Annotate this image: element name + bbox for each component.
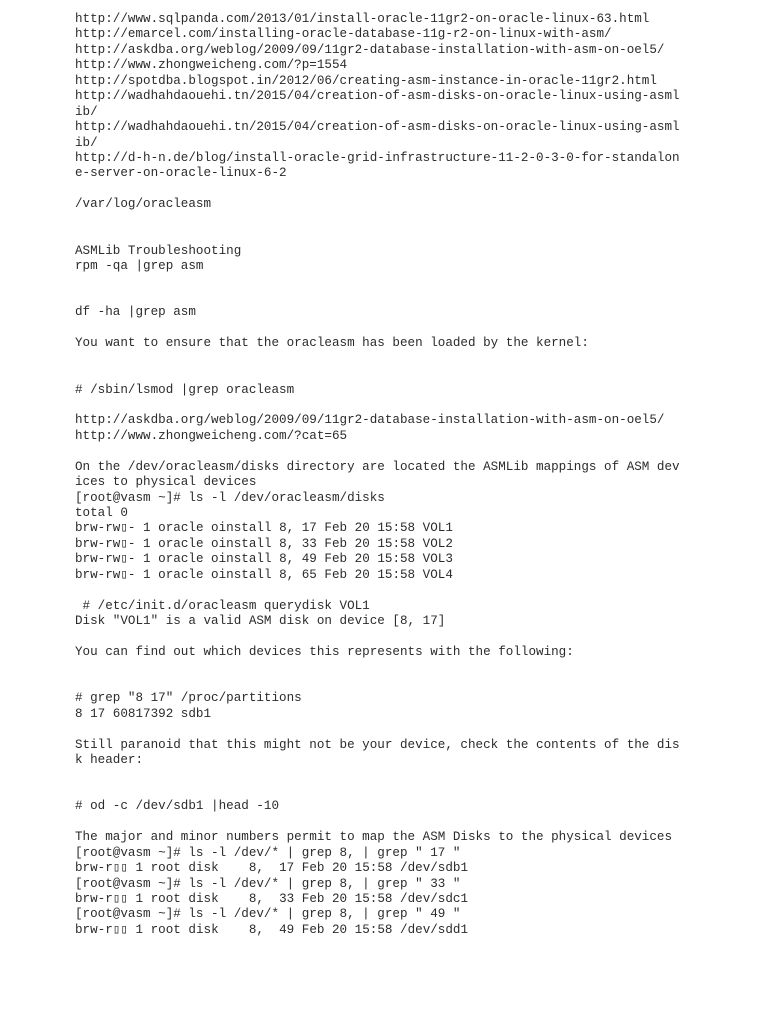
blank-line xyxy=(75,676,715,691)
text-line: On the /dev/oracleasm/disks directory are located the ASMLib mappings of ASM dev xyxy=(75,459,680,474)
blank-line xyxy=(75,768,715,783)
text-line: brw-rw▯- 1 oracle oinstall 8, 17 Feb 20 15:58 VOL1 xyxy=(75,521,453,536)
text-line: brw-r▯▯ 1 root disk 8, 33 Feb 20 15:58 /dev/sdc1 xyxy=(75,891,469,906)
blank-line xyxy=(75,784,715,799)
text-line: The major and minor numbers permit to map the ASM Disks to the physical devices xyxy=(75,830,673,845)
text-line: brw-rw▯- 1 oracle oinstall 8, 65 Feb 20 15:58 VOL4 xyxy=(75,567,453,582)
text-line: http://spotdba.blogspot.in/2012/06/creating-asm-instance-in-oracle-11gr2.html xyxy=(75,73,657,88)
text-line: # /etc/init.d/oracleasm querydisk VOL1 xyxy=(75,598,370,613)
text-line: [root@vasm ~]# ls -l /dev/* | grep 8, | grep " 33 " xyxy=(75,876,461,891)
blank-line xyxy=(75,660,715,675)
text-line: [root@vasm ~]# ls -l /dev/* | grep 8, | grep " 49 " xyxy=(75,907,461,922)
blank-line xyxy=(75,398,715,413)
text-line: Still paranoid that this might not be your device, check the contents of the dis xyxy=(75,737,680,752)
blank-line xyxy=(75,583,715,598)
blank-line xyxy=(75,630,715,645)
text-line: 8 17 60817392 sdb1 xyxy=(75,706,212,721)
blank-line xyxy=(75,815,715,830)
text-line: Disk "VOL1" is a valid ASM disk on device [8, 17] xyxy=(75,614,446,629)
text-line: http://www.zhongweicheng.com/?p=1554 xyxy=(75,58,348,73)
text-line: http://www.zhongweicheng.com/?cat=65 xyxy=(75,428,348,443)
text-line: http://www.sqlpanda.com/2013/01/install-oracle-11gr2-on-oracle-linux-63.html xyxy=(75,12,650,26)
blank-line xyxy=(75,290,715,305)
blank-line xyxy=(75,367,715,382)
text-line: [root@vasm ~]# ls -l /dev/* | grep 8, | grep " 17 " xyxy=(75,845,461,860)
text-line: # /sbin/lsmod |grep oracleasm xyxy=(75,382,295,397)
blank-line xyxy=(75,321,715,336)
text-line: # od -c /dev/sdb1 |head -10 xyxy=(75,799,280,814)
blank-line xyxy=(75,182,715,197)
text-line: http://wadhahdaouehi.tn/2015/04/creation-of-asm-disks-on-oracle-linux-using-asml xyxy=(75,120,680,135)
text-line: total 0 xyxy=(75,506,128,520)
text-line: You want to ensure that the oracleasm has been loaded by the kernel: xyxy=(75,336,589,351)
text-line: [root@vasm ~]# ls -l /dev/oracleasm/disks xyxy=(75,490,385,505)
text-line: brw-r▯▯ 1 root disk 8, 17 Feb 20 15:58 /dev/sdb1 xyxy=(75,861,469,876)
text-line: You can find out which devices this represents with the following: xyxy=(75,644,574,659)
blank-line xyxy=(75,228,715,243)
text-line: ices to physical devices xyxy=(75,475,257,490)
text-line: brw-rw▯- 1 oracle oinstall 8, 33 Feb 20 15:58 VOL2 xyxy=(75,536,453,551)
text-line: k header: xyxy=(75,753,144,767)
blank-line xyxy=(75,274,715,289)
blank-line xyxy=(75,722,715,737)
text-line: http://askdba.org/weblog/2009/09/11gr2-database-installation-with-asm-on-oel5/ xyxy=(75,413,665,428)
text-line: /var/log/oracleasm xyxy=(75,197,212,212)
blank-line xyxy=(75,444,715,459)
blank-line xyxy=(75,213,715,228)
text-line: http://d-h-n.de/blog/install-oracle-grid-infrastructure-11-2-0-3-0-for-standalon xyxy=(75,150,680,165)
text-line: ASMLib Troubleshooting xyxy=(75,243,242,258)
text-line: e-server-on-oracle-linux-6-2 xyxy=(75,166,287,181)
text-line: ib/ xyxy=(75,135,98,150)
text-line: brw-rw▯- 1 oracle oinstall 8, 49 Feb 20 15:58 VOL3 xyxy=(75,552,453,567)
text-line: # grep "8 17" /proc/partitions xyxy=(75,691,302,706)
text-line: ib/ xyxy=(75,104,98,119)
text-line: df -ha |grep asm xyxy=(75,305,196,320)
text-line: brw-r▯▯ 1 root disk 8, 49 Feb 20 15:58 /dev/sdd1 xyxy=(75,922,469,937)
text-line: rpm -qa |grep asm xyxy=(75,259,204,273)
document-text xyxy=(75,12,715,938)
text-line: http://emarcel.com/installing-oracle-database-11g-r2-on-linux-with-asm/ xyxy=(75,27,612,42)
blank-line xyxy=(75,352,715,367)
text-line: http://askdba.org/weblog/2009/09/11gr2-database-installation-with-asm-on-oel5/ xyxy=(75,42,665,57)
text-line: http://wadhahdaouehi.tn/2015/04/creation-of-asm-disks-on-oracle-linux-using-asml xyxy=(75,89,680,104)
